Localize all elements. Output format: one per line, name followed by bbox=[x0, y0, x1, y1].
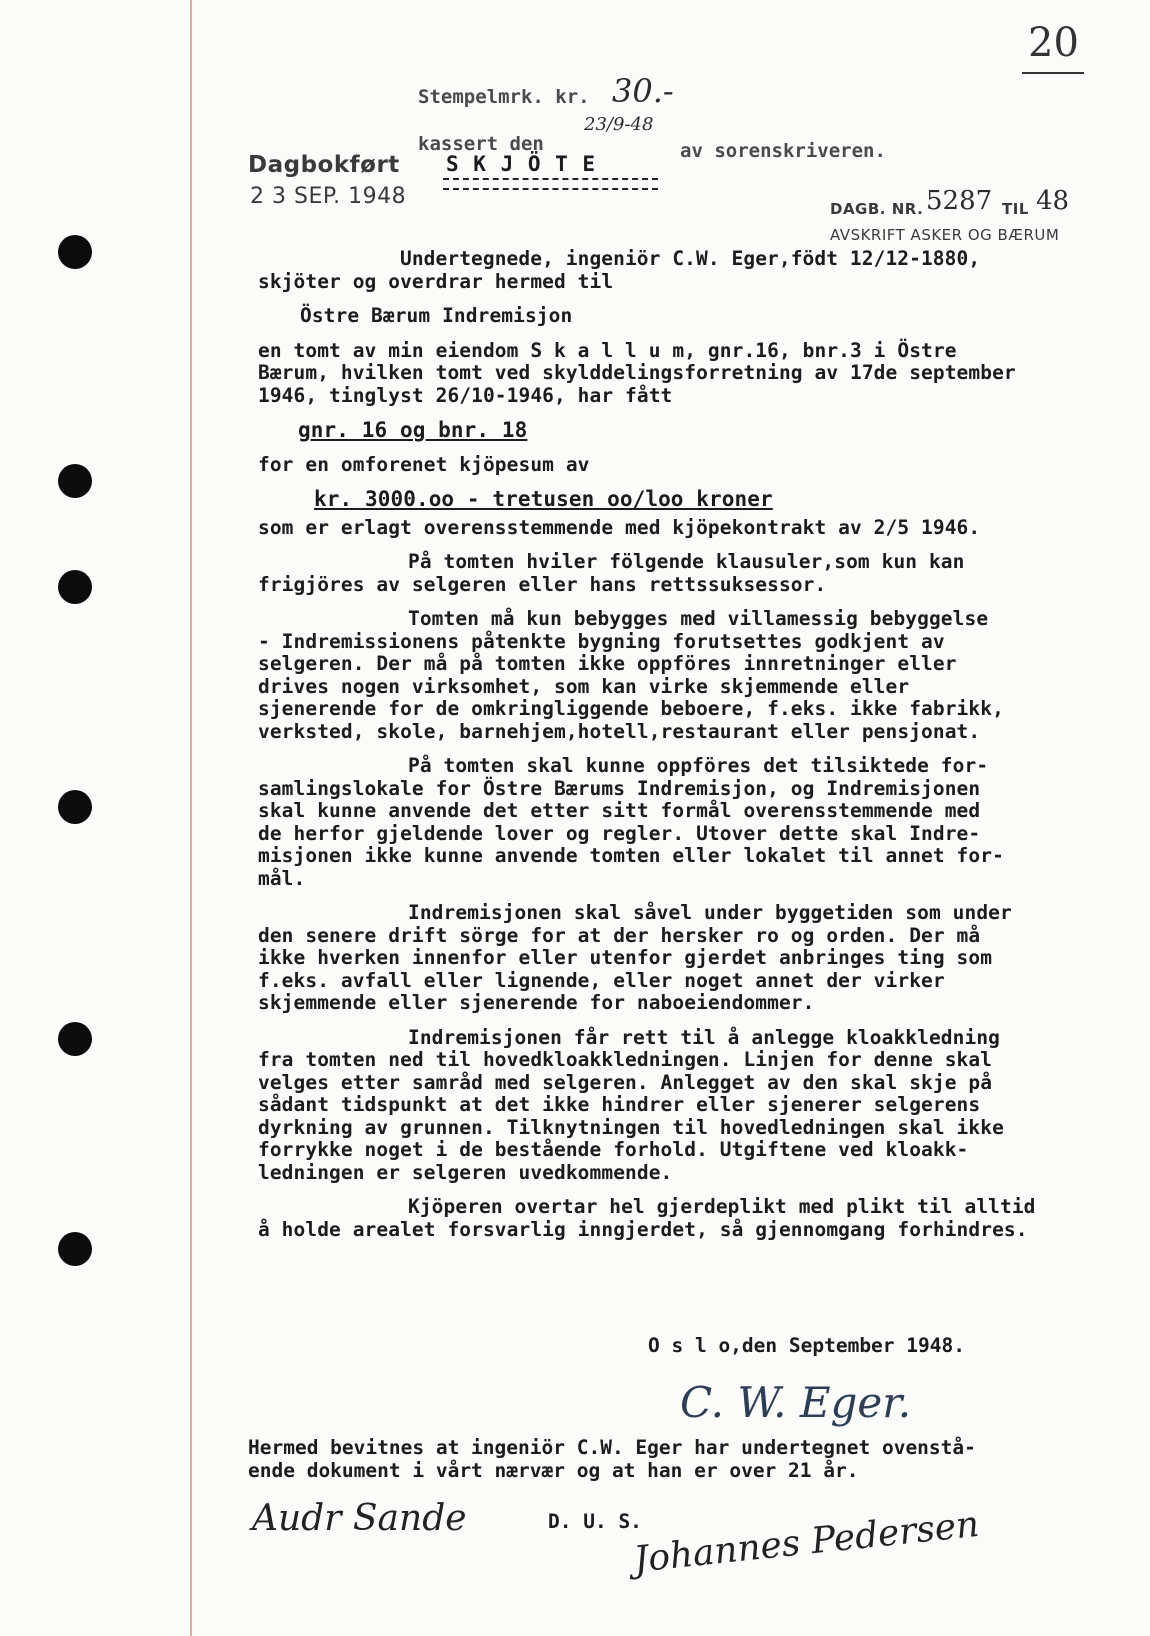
page-number-underline bbox=[1022, 72, 1084, 74]
clause-3-line: den senere drift sörge for at der hersker ro og orden. Der må bbox=[258, 923, 981, 947]
buyer-name: Östre Bærum Indremisjon bbox=[300, 304, 573, 327]
intro-line: skjöter og overdrar hermed til bbox=[258, 269, 614, 293]
clause-1-line: selgeren. Der må på tomten ikke oppföres innretninger eller bbox=[258, 652, 957, 675]
clause-1-line: sjenerende for de omkringliggende beboere, f.eks. ikke fabrikk, bbox=[258, 697, 1004, 720]
cancelled-date: 23/9-48 bbox=[584, 114, 654, 135]
clauses-intro: frigjöres av selgeren eller hans rettssuksessor. bbox=[258, 572, 827, 596]
clause-2-line: skal kunne anvende det etter sitt formål overensstemmende med bbox=[258, 799, 981, 822]
paid-note: som er erlagt overensstemmende med kjöpekontrakt av 2/5 1946. bbox=[258, 515, 981, 539]
dus-label: D. U. S. bbox=[548, 1510, 642, 1533]
clause-5-line: Kjöperen overtar hel gjerdeplikt med plikt til alltid bbox=[408, 1195, 1036, 1218]
clause-2-line: misjonen ikke kunne anvende tomten eller lokalet til annet for- bbox=[258, 844, 1004, 867]
stamp-duty-amount: 30.- bbox=[612, 72, 674, 110]
clause-4-line: forrykke noget i de bestående forhold. Utgiftene ved kloakk- bbox=[258, 1138, 969, 1161]
clause-3-line: Indremisjonen skal såvel under byggetiden som under bbox=[408, 901, 1012, 924]
dagbokfort-stamp-label: Dagbokført bbox=[248, 152, 400, 178]
witness-statement bbox=[248, 1436, 976, 1482]
purchase-price: kr. 3000.oo - tretusen oo/loo kroner bbox=[314, 487, 773, 511]
punch-hole bbox=[58, 1022, 92, 1056]
plot-line: Bærum, hvilken tomt ved skylddelingsforretning av 17de september bbox=[258, 361, 1016, 384]
clause-2-line: samlingslokale for Östre Bærums Indremisjon, og Indremisjonen bbox=[258, 776, 981, 800]
witness-line: Hermed bevitnes at ingeniör C.W. Eger har undertegnet ovenstå- bbox=[248, 1436, 976, 1459]
intro-line: Undertegnede, ingeniör C.W. Eger,födt 12/12-1880, bbox=[400, 247, 981, 270]
stamp-duty-label: Stempelmrk. kr. bbox=[418, 86, 590, 108]
margin-rule bbox=[190, 0, 192, 1636]
clause-4-line: fra tomten ned til hovedkloakkledningen. Linjen for denne skal bbox=[258, 1048, 993, 1071]
page-number: 20 bbox=[1028, 20, 1079, 66]
place-and-date: O s l o,den September 1948. bbox=[648, 1334, 965, 1357]
price-intro: for en omforenet kjöpesum av bbox=[258, 452, 590, 476]
clause-1-line: verksted, skole, barnehjem,hotell,restaurant eller pensjonat. bbox=[258, 719, 981, 743]
dagb-nr-year: 48 bbox=[1036, 186, 1070, 216]
clause-1-line: drives nogen virksomhet, som kan virke skjemmende eller bbox=[258, 674, 910, 698]
witness-1-signature: Audr Sande bbox=[252, 1498, 467, 1539]
clauses-intro: På tomten hviler fölgende klausuler,som kun kan bbox=[408, 550, 965, 573]
seller-signature: C. W. Eger. bbox=[680, 1378, 912, 1427]
clause-2-line: de herfor gjeldende lover og regler. Utover dette skal Indre- bbox=[258, 821, 981, 845]
clause-3-line: ikke hverken innenfor eller utenfor gjerdet anbringes ting som bbox=[258, 946, 993, 969]
dagb-nr-year-label: TIL bbox=[1002, 200, 1029, 218]
plot-line: en tomt av min eiendom S k a l l u m, gnr.16, bnr.3 i Östre bbox=[258, 338, 957, 362]
clause-2-line: mål. bbox=[258, 866, 306, 890]
cancelled-label: kassert den bbox=[418, 133, 544, 155]
clause-4-line: Indremisjonen får rett til å anlegge kloakkledning bbox=[408, 1025, 1000, 1049]
deed-body bbox=[258, 248, 1138, 1241]
title-double-underline bbox=[443, 178, 658, 190]
clause-4-line: dyrkning av grunnen. Tilknytningen til hovedledningen skal ikke bbox=[258, 1115, 1004, 1139]
dagbokfort-stamp-date: 2 3 SEP. 1948 bbox=[250, 184, 407, 209]
plot-identifier: gnr. 16 og bnr. 18 bbox=[298, 418, 528, 442]
clause-1-line: Tomten må kun bebygges med villamessig bebyggelse bbox=[408, 607, 989, 630]
punch-hole bbox=[58, 235, 92, 269]
dagb-nr-value: 5287 bbox=[926, 186, 993, 216]
plot-line: 1946, tinglyst 26/10-1946, har fått bbox=[258, 383, 673, 407]
clause-4-line: velges etter samråd med selgeren. Anlegget av den skal skje på bbox=[258, 1070, 993, 1094]
document-title: S K J Ö T E bbox=[446, 152, 597, 176]
clause-4-line: ledningen er selgeren uvedkommende. bbox=[258, 1160, 673, 1184]
witness-line: ende dokument i vårt nærvær og at han er over 21 år. bbox=[248, 1459, 859, 1482]
punch-hole bbox=[58, 570, 92, 604]
cancelled-by: av sorenskriveren. bbox=[680, 140, 886, 162]
dagb-nr-label: DAGB. NR. bbox=[830, 200, 924, 218]
clause-4-line: sådant tidspunkt at det ikke hindrer eller sjenerer selgerens bbox=[258, 1093, 981, 1116]
avskrift-stamp: AVSKRIFT ASKER OG BÆRUM bbox=[830, 226, 1060, 244]
punch-hole bbox=[58, 790, 92, 824]
clause-5-line: å holde arealet forsvarlig inngjerdet, så gjennomgang forhindres. bbox=[258, 1217, 1028, 1241]
punch-hole bbox=[58, 1232, 92, 1266]
clause-1-line: - Indremissionens påtenkte bygning forutsettes godkjent av bbox=[258, 629, 945, 653]
witness-2-signature: Johannes Pedersen bbox=[631, 1503, 982, 1581]
clause-3-line: skjemmende eller sjenerende for naboeiendommer. bbox=[258, 991, 815, 1014]
punch-hole bbox=[58, 464, 92, 498]
clause-3-line: f.eks. avfall eller lignende, eller noget annet der virker bbox=[258, 968, 945, 992]
clause-2-line: På tomten skal kunne oppföres det tilsiktede for- bbox=[408, 754, 989, 777]
